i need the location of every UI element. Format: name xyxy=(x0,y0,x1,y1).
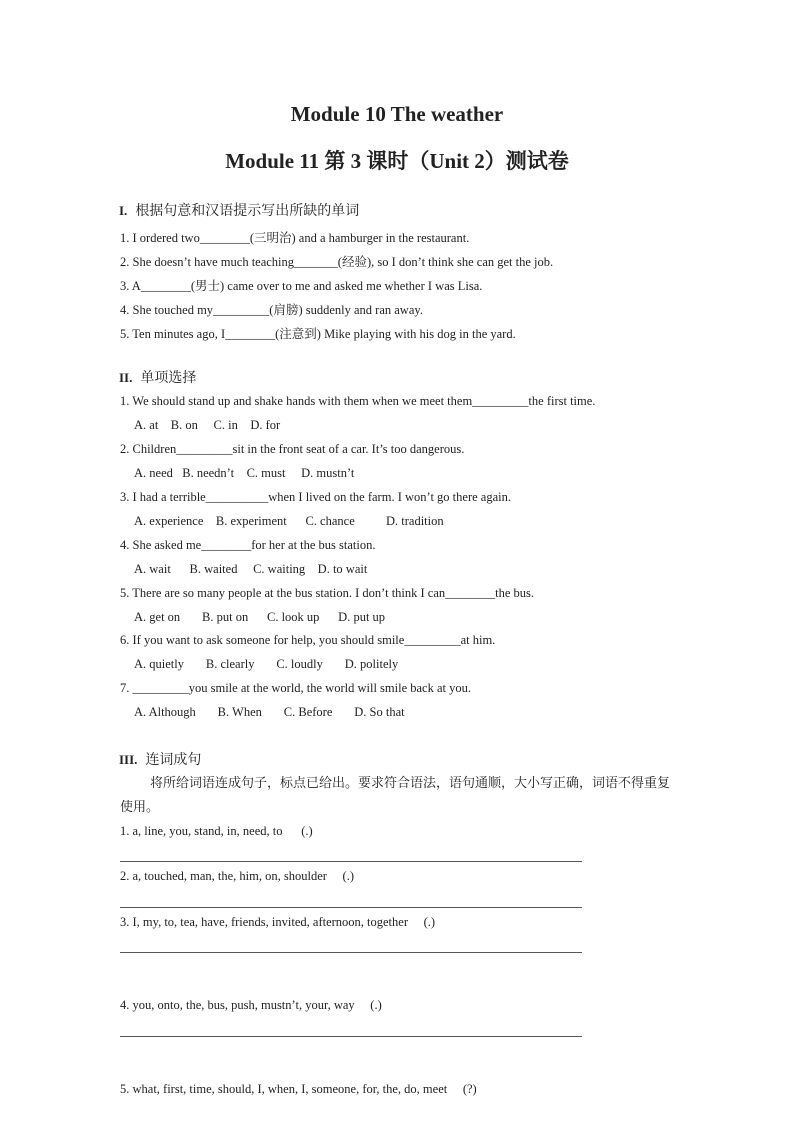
mc-question: 1. We should stand up and shake hands with them when we meet them_________the first time. xyxy=(120,394,596,408)
mc-options: A. need B. needn’t C. must D. mustn’t xyxy=(134,466,355,480)
section-2-heading xyxy=(119,367,196,387)
sentence-item: 3. I, my, to, tea, have, friends, invited, afternoon, together (.) xyxy=(120,915,436,929)
fill-blank-item: 4. She touched my_________(肩膀) suddenly and ran away. xyxy=(120,303,423,317)
answer-line xyxy=(120,1036,582,1037)
section-number: III. xyxy=(119,752,138,767)
sentence-item: 2. a, touched, man, the, him, on, shoulder (.) xyxy=(120,869,354,883)
fill-blank-item: 3. A________(男士) came over to me and asked me whether I was Lisa. xyxy=(120,279,483,293)
mc-options: A. at B. on C. in D. for xyxy=(134,418,281,432)
section-number: I. xyxy=(119,203,128,218)
section-1-heading xyxy=(119,200,359,220)
document-subtitle: Module 11 第 3 课时（Unit 2）测试卷 xyxy=(225,149,569,173)
answer-line xyxy=(120,861,582,862)
sentence-item: 1. a, line, you, stand, in, need, to (.) xyxy=(120,824,313,838)
section-title: 根据句意和汉语提示写出所缺的单词 xyxy=(135,203,360,219)
mc-question: 3. I had a terrible__________when I lived on the farm. I won’t go there again. xyxy=(120,490,511,504)
mc-options: A. experience B. experiment C. chance D. tradition xyxy=(134,514,444,528)
fill-blank-item: 2. She doesn’t have much teaching_______(经验), so I don’t think she can get the job. xyxy=(120,255,554,269)
fill-blank-item: 1. I ordered two________(三明治) and a hamburger in the restaurant. xyxy=(120,231,470,245)
section-number: II. xyxy=(119,370,133,385)
mc-options: A. Although B. When C. Before D. So that xyxy=(134,705,405,719)
section-instructions: 将所给词语连成句子，标点已给出。要求符合语法，语句通顺，大小写正确，词语不得重复使用。 xyxy=(120,776,671,815)
mc-question: 7. _________you smile at the world, the world will smile back at you. xyxy=(120,681,471,695)
mc-options: A. wait B. waited C. waiting D. to wait xyxy=(134,562,368,576)
section-3-heading xyxy=(119,749,201,769)
answer-line xyxy=(120,907,582,908)
mc-question: 2. Children_________sit in the front seat of a car. It’s too dangerous. xyxy=(120,442,465,456)
section-title: 单项选择 xyxy=(140,370,197,386)
mc-question: 4. She asked me________for her at the bus station. xyxy=(120,538,376,552)
answer-line xyxy=(120,952,582,953)
mc-options: A. get on B. put on C. look up D. put up xyxy=(134,610,386,624)
document-title: Module 10 The weather xyxy=(290,102,504,126)
sentence-item: 4. you, onto, the, bus, push, mustn’t, your, way (.) xyxy=(120,998,382,1012)
mc-question: 5. There are so many people at the bus station. I don’t think I can________the bus. xyxy=(120,586,535,600)
mc-options: A. quietly B. clearly C. loudly D. politely xyxy=(134,657,399,671)
mc-question: 6. If you want to ask someone for help, you should smile_________at him. xyxy=(120,633,496,647)
fill-blank-item: 5. Ten minutes ago, I________(注意到) Mike playing with his dog in the yard. xyxy=(120,327,516,341)
section-title: 连词成句 xyxy=(145,752,202,768)
sentence-item: 5. what, first, time, should, I, when, I, someone, for, the, do, meet (?) xyxy=(120,1082,477,1096)
